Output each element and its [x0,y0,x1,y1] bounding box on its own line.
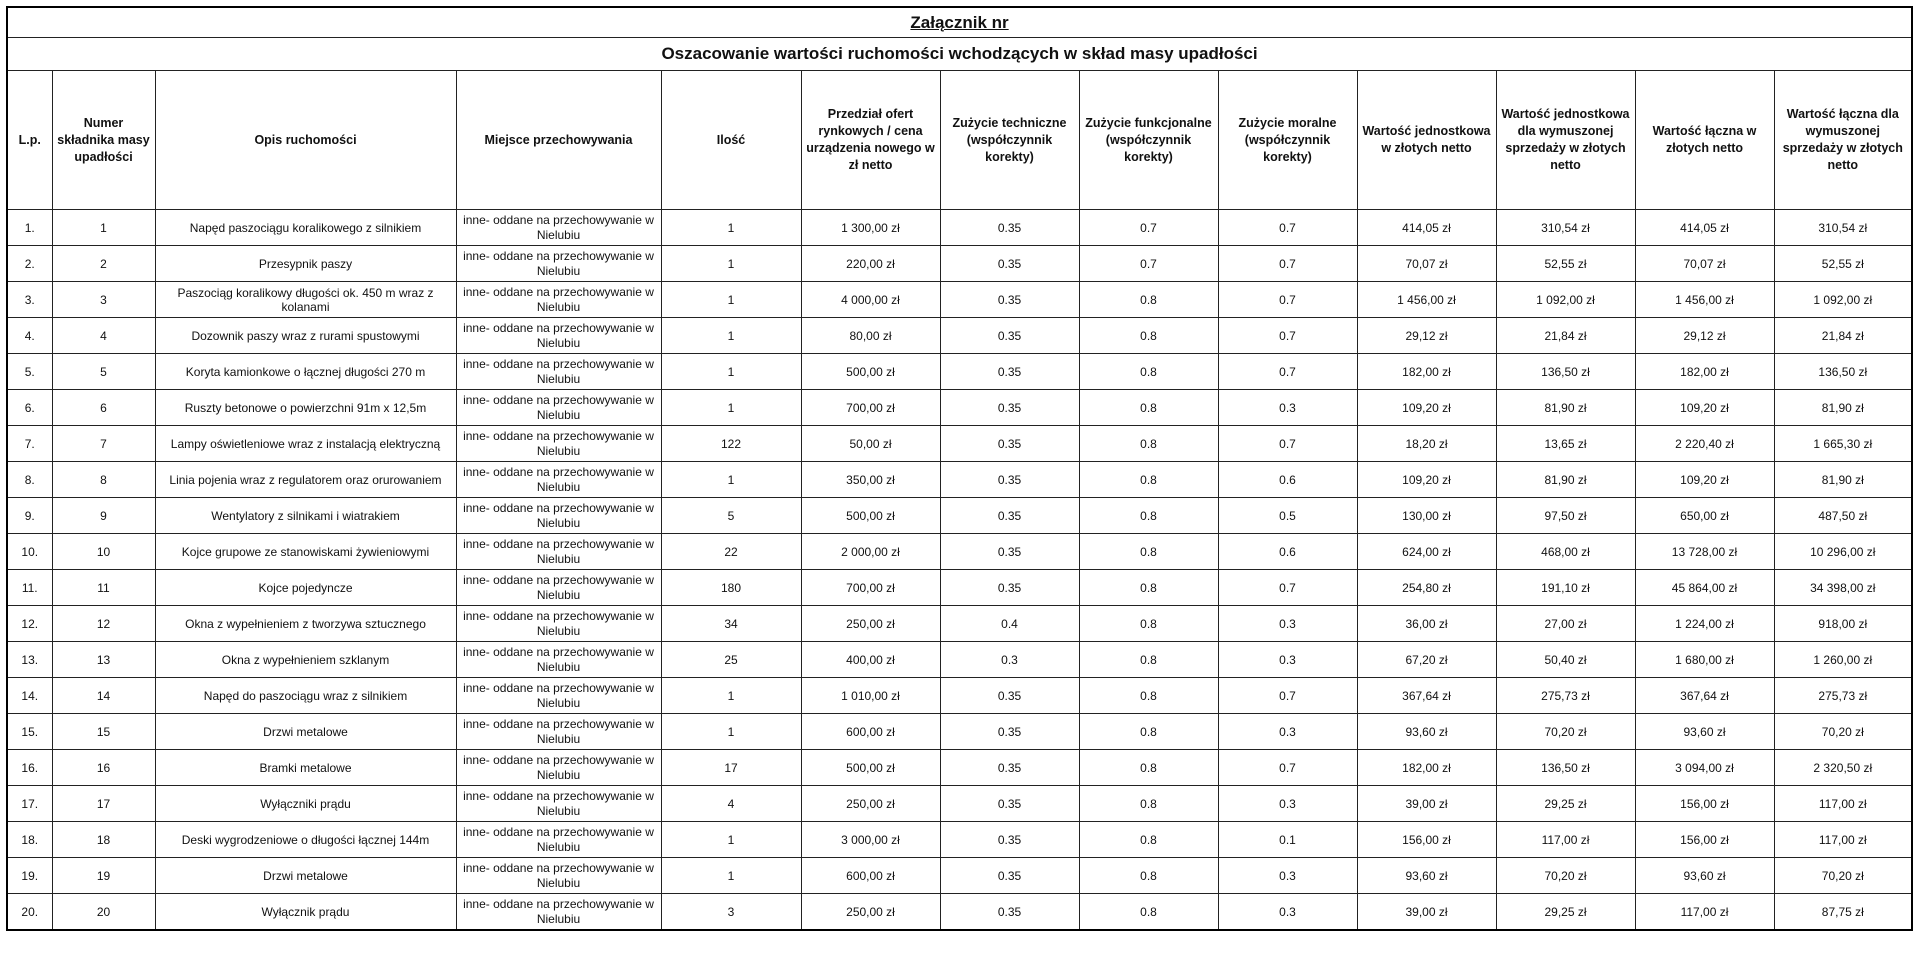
cell-new-price: 2 000,00 zł [801,534,940,570]
cell-new-price: 500,00 zł [801,498,940,534]
cell-functional-wear: 0.8 [1079,282,1218,318]
cell-functional-wear: 0.8 [1079,678,1218,714]
cell-storage-place: inne- oddane na przechowywanie w Nielubiu [456,246,661,282]
table-row [7,642,1912,678]
cell-asset-number: 13 [52,642,155,678]
cell-lp: 20. [7,894,52,931]
cell-total-value-forced: 1 260,00 zł [1774,642,1912,678]
cell-asset-number: 11 [52,570,155,606]
cell-storage-place: inne- oddane na przechowywanie w Nielubiu [456,498,661,534]
cell-total-value: 1 456,00 zł [1635,282,1774,318]
table-row [7,894,1912,931]
cell-unit-value-forced: 70,20 zł [1496,714,1635,750]
cell-new-price: 350,00 zł [801,462,940,498]
cell-technical-wear: 0.35 [940,570,1079,606]
cell-asset-number: 4 [52,318,155,354]
cell-technical-wear: 0.35 [940,750,1079,786]
cell-functional-wear: 0.8 [1079,642,1218,678]
cell-lp: 7. [7,426,52,462]
cell-total-value: 29,12 zł [1635,318,1774,354]
cell-asset-number: 7 [52,426,155,462]
cell-total-value: 367,64 zł [1635,678,1774,714]
cell-total-value-forced: 81,90 zł [1774,462,1912,498]
cell-description: Ruszty betonowe o powierzchni 91m x 12,5m [155,390,456,426]
cell-quantity: 1 [661,246,801,282]
cell-asset-number: 14 [52,678,155,714]
cell-unit-value: 70,07 zł [1357,246,1496,282]
column-header-description: Opis ruchomości [155,71,456,210]
cell-new-price: 700,00 zł [801,570,940,606]
cell-total-value-forced: 310,54 zł [1774,210,1912,246]
cell-lp: 8. [7,462,52,498]
cell-description: Paszociąg koralikowy długości ok. 450 m wraz z kolanami [155,282,456,318]
cell-unit-value-forced: 52,55 zł [1496,246,1635,282]
cell-functional-wear: 0.8 [1079,318,1218,354]
cell-storage-place: inne- oddane na przechowywanie w Nielubiu [456,354,661,390]
cell-unit-value-forced: 468,00 zł [1496,534,1635,570]
table-row [7,318,1912,354]
cell-total-value-forced: 81,90 zł [1774,390,1912,426]
cell-moral-wear: 0.7 [1218,570,1357,606]
cell-total-value: 156,00 zł [1635,822,1774,858]
table-row [7,606,1912,642]
cell-total-value-forced: 70,20 zł [1774,714,1912,750]
cell-moral-wear: 0.7 [1218,246,1357,282]
table-row [7,390,1912,426]
cell-storage-place: inne- oddane na przechowywanie w Nielubiu [456,390,661,426]
cell-description: Lampy oświetleniowe wraz z instalacją elektryczną [155,426,456,462]
cell-unit-value-forced: 191,10 zł [1496,570,1635,606]
cell-total-value-forced: 2 320,50 zł [1774,750,1912,786]
cell-lp: 10. [7,534,52,570]
cell-lp: 17. [7,786,52,822]
cell-total-value-forced: 918,00 zł [1774,606,1912,642]
cell-asset-number: 16 [52,750,155,786]
cell-technical-wear: 0.35 [940,354,1079,390]
cell-unit-value-forced: 21,84 zł [1496,318,1635,354]
cell-functional-wear: 0.8 [1079,786,1218,822]
cell-asset-number: 1 [52,210,155,246]
cell-total-value-forced: 87,75 zł [1774,894,1912,931]
cell-quantity: 17 [661,750,801,786]
cell-quantity: 34 [661,606,801,642]
column-header-asset-number: Numer składnika masy upadłości [52,71,155,210]
cell-total-value-forced: 1 092,00 zł [1774,282,1912,318]
cell-functional-wear: 0.8 [1079,858,1218,894]
cell-storage-place: inne- oddane na przechowywanie w Nielubiu [456,678,661,714]
cell-storage-place: inne- oddane na przechowywanie w Nielubiu [456,750,661,786]
cell-unit-value: 39,00 zł [1357,894,1496,931]
table-row [7,750,1912,786]
cell-total-value: 70,07 zł [1635,246,1774,282]
cell-moral-wear: 0.1 [1218,822,1357,858]
cell-new-price: 600,00 zł [801,714,940,750]
cell-lp: 4. [7,318,52,354]
cell-technical-wear: 0.35 [940,678,1079,714]
cell-unit-value: 109,20 zł [1357,390,1496,426]
cell-total-value-forced: 117,00 zł [1774,786,1912,822]
column-header-quantity: Ilość [661,71,801,210]
cell-lp: 2. [7,246,52,282]
cell-total-value: 117,00 zł [1635,894,1774,931]
cell-total-value-forced: 10 296,00 zł [1774,534,1912,570]
cell-technical-wear: 0.35 [940,786,1079,822]
cell-storage-place: inne- oddane na przechowywanie w Nielubiu [456,894,661,931]
cell-description: Deski wygrodzeniowe o długości łącznej 144m [155,822,456,858]
table-row [7,786,1912,822]
cell-quantity: 1 [661,282,801,318]
cell-functional-wear: 0.8 [1079,606,1218,642]
table-body [7,210,1912,931]
cell-unit-value: 182,00 zł [1357,354,1496,390]
table-row [7,462,1912,498]
cell-total-value: 182,00 zł [1635,354,1774,390]
table-row [7,714,1912,750]
cell-description: Okna z wypełnieniem szklanym [155,642,456,678]
cell-new-price: 400,00 zł [801,642,940,678]
cell-quantity: 180 [661,570,801,606]
cell-unit-value-forced: 50,40 zł [1496,642,1635,678]
cell-storage-place: inne- oddane na przechowywanie w Nielubiu [456,282,661,318]
cell-moral-wear: 0.7 [1218,210,1357,246]
cell-description: Koryta kamionkowe o łącznej długości 270 m [155,354,456,390]
cell-description: Napęd paszociągu koralikowego z silnikiem [155,210,456,246]
cell-new-price: 700,00 zł [801,390,940,426]
cell-moral-wear: 0.5 [1218,498,1357,534]
cell-quantity: 5 [661,498,801,534]
cell-moral-wear: 0.6 [1218,462,1357,498]
cell-unit-value: 67,20 zł [1357,642,1496,678]
column-header-row [7,71,1912,210]
cell-asset-number: 20 [52,894,155,931]
cell-unit-value-forced: 310,54 zł [1496,210,1635,246]
cell-lp: 3. [7,282,52,318]
cell-lp: 15. [7,714,52,750]
cell-quantity: 1 [661,714,801,750]
cell-quantity: 25 [661,642,801,678]
cell-unit-value: 93,60 zł [1357,858,1496,894]
cell-lp: 19. [7,858,52,894]
table-row [7,498,1912,534]
cell-lp: 6. [7,390,52,426]
cell-quantity: 1 [661,678,801,714]
cell-unit-value: 624,00 zł [1357,534,1496,570]
cell-storage-place: inne- oddane na przechowywanie w Nielubiu [456,642,661,678]
cell-total-value: 109,20 zł [1635,390,1774,426]
table-row [7,426,1912,462]
cell-total-value: 2 220,40 zł [1635,426,1774,462]
cell-asset-number: 19 [52,858,155,894]
cell-lp: 1. [7,210,52,246]
cell-total-value-forced: 34 398,00 zł [1774,570,1912,606]
cell-storage-place: inne- oddane na przechowywanie w Nielubiu [456,426,661,462]
cell-unit-value: 93,60 zł [1357,714,1496,750]
cell-technical-wear: 0.4 [940,606,1079,642]
table-row [7,246,1912,282]
cell-description: Wyłącznik prądu [155,894,456,931]
cell-lp: 12. [7,606,52,642]
cell-asset-number: 15 [52,714,155,750]
cell-quantity: 1 [661,858,801,894]
cell-technical-wear: 0.35 [940,426,1079,462]
cell-storage-place: inne- oddane na przechowywanie w Nielubiu [456,318,661,354]
cell-moral-wear: 0.6 [1218,534,1357,570]
cell-total-value-forced: 117,00 zł [1774,822,1912,858]
cell-asset-number: 8 [52,462,155,498]
cell-quantity: 1 [661,822,801,858]
table-row [7,570,1912,606]
cell-technical-wear: 0.35 [940,318,1079,354]
cell-technical-wear: 0.35 [940,282,1079,318]
cell-storage-place: inne- oddane na przechowywanie w Nielubiu [456,210,661,246]
cell-new-price: 500,00 zł [801,750,940,786]
cell-description: Drzwi metalowe [155,714,456,750]
cell-unit-value: 130,00 zł [1357,498,1496,534]
cell-technical-wear: 0.35 [940,246,1079,282]
cell-lp: 9. [7,498,52,534]
cell-functional-wear: 0.8 [1079,426,1218,462]
column-header-storage-place: Miejsce przechowywania [456,71,661,210]
cell-functional-wear: 0.8 [1079,750,1218,786]
cell-lp: 13. [7,642,52,678]
cell-moral-wear: 0.7 [1218,750,1357,786]
cell-new-price: 1 010,00 zł [801,678,940,714]
cell-unit-value-forced: 27,00 zł [1496,606,1635,642]
cell-moral-wear: 0.3 [1218,714,1357,750]
cell-unit-value-forced: 29,25 zł [1496,786,1635,822]
cell-unit-value-forced: 117,00 zł [1496,822,1635,858]
cell-description: Bramki metalowe [155,750,456,786]
cell-unit-value-forced: 136,50 zł [1496,354,1635,390]
cell-functional-wear: 0.8 [1079,390,1218,426]
cell-description: Drzwi metalowe [155,858,456,894]
cell-quantity: 1 [661,210,801,246]
cell-storage-place: inne- oddane na przechowywanie w Nielubiu [456,570,661,606]
cell-moral-wear: 0.3 [1218,858,1357,894]
cell-quantity: 22 [661,534,801,570]
cell-technical-wear: 0.35 [940,534,1079,570]
cell-description: Napęd do paszociągu wraz z silnikiem [155,678,456,714]
cell-quantity: 1 [661,318,801,354]
cell-technical-wear: 0.35 [940,858,1079,894]
cell-new-price: 1 300,00 zł [801,210,940,246]
cell-moral-wear: 0.3 [1218,390,1357,426]
cell-moral-wear: 0.3 [1218,786,1357,822]
cell-lp: 16. [7,750,52,786]
cell-moral-wear: 0.7 [1218,282,1357,318]
cell-unit-value: 109,20 zł [1357,462,1496,498]
column-header-unit-value-forced: Wartość jednostkowa dla wymuszonej sprzedaży w złotych netto [1496,71,1635,210]
cell-unit-value-forced: 29,25 zł [1496,894,1635,931]
cell-storage-place: inne- oddane na przechowywanie w Nielubiu [456,822,661,858]
cell-total-value: 650,00 zł [1635,498,1774,534]
cell-functional-wear: 0.7 [1079,246,1218,282]
cell-moral-wear: 0.7 [1218,426,1357,462]
cell-description: Kojce pojedyncze [155,570,456,606]
cell-new-price: 250,00 zł [801,606,940,642]
cell-moral-wear: 0.7 [1218,678,1357,714]
table-row [7,210,1912,246]
cell-technical-wear: 0.35 [940,498,1079,534]
column-header-total-value: Wartość łączna w złotych netto [1635,71,1774,210]
column-header-lp: L.p. [7,71,52,210]
cell-unit-value: 156,00 zł [1357,822,1496,858]
cell-moral-wear: 0.3 [1218,894,1357,931]
cell-total-value-forced: 1 665,30 zł [1774,426,1912,462]
cell-asset-number: 2 [52,246,155,282]
cell-new-price: 500,00 zł [801,354,940,390]
cell-total-value-forced: 136,50 zł [1774,354,1912,390]
cell-moral-wear: 0.3 [1218,606,1357,642]
cell-new-price: 50,00 zł [801,426,940,462]
cell-asset-number: 12 [52,606,155,642]
cell-functional-wear: 0.8 [1079,462,1218,498]
cell-lp: 5. [7,354,52,390]
cell-description: Przesypnik paszy [155,246,456,282]
cell-total-value-forced: 275,73 zł [1774,678,1912,714]
cell-total-value: 93,60 zł [1635,714,1774,750]
cell-asset-number: 18 [52,822,155,858]
table-row [7,354,1912,390]
cell-quantity: 122 [661,426,801,462]
cell-unit-value-forced: 136,50 zł [1496,750,1635,786]
document-title: Załącznik nr [7,7,1912,38]
cell-new-price: 250,00 zł [801,894,940,931]
cell-unit-value-forced: 81,90 zł [1496,462,1635,498]
cell-quantity: 4 [661,786,801,822]
cell-new-price: 80,00 zł [801,318,940,354]
cell-total-value-forced: 21,84 zł [1774,318,1912,354]
valuation-table [6,6,1913,931]
cell-lp: 11. [7,570,52,606]
cell-description: Wentylatory z silnikami i wiatrakiem [155,498,456,534]
cell-description: Linia pojenia wraz z regulatorem oraz orurowaniem [155,462,456,498]
cell-new-price: 3 000,00 zł [801,822,940,858]
cell-lp: 18. [7,822,52,858]
cell-asset-number: 3 [52,282,155,318]
cell-description: Okna z wypełnieniem z tworzywa sztucznego [155,606,456,642]
cell-new-price: 600,00 zł [801,858,940,894]
cell-storage-place: inne- oddane na przechowywanie w Nielubiu [456,858,661,894]
cell-asset-number: 5 [52,354,155,390]
cell-unit-value-forced: 97,50 zł [1496,498,1635,534]
cell-total-value: 13 728,00 zł [1635,534,1774,570]
cell-description: Dozownik paszy wraz z rurami spustowymi [155,318,456,354]
cell-storage-place: inne- oddane na przechowywanie w Nielubiu [456,714,661,750]
cell-unit-value-forced: 275,73 zł [1496,678,1635,714]
cell-functional-wear: 0.8 [1079,570,1218,606]
cell-technical-wear: 0.35 [940,390,1079,426]
cell-asset-number: 10 [52,534,155,570]
column-header-total-value-forced: Wartość łączna dla wymuszonej sprzedaży w złotych netto [1774,71,1912,210]
column-header-unit-value: Wartość jednostkowa w złotych netto [1357,71,1496,210]
cell-unit-value: 182,00 zł [1357,750,1496,786]
cell-total-value: 156,00 zł [1635,786,1774,822]
cell-description: Kojce grupowe ze stanowiskami żywieniowymi [155,534,456,570]
cell-functional-wear: 0.8 [1079,498,1218,534]
cell-unit-value-forced: 13,65 zł [1496,426,1635,462]
table-row [7,858,1912,894]
cell-technical-wear: 0.35 [940,894,1079,931]
cell-total-value-forced: 70,20 zł [1774,858,1912,894]
cell-new-price: 250,00 zł [801,786,940,822]
cell-technical-wear: 0.3 [940,642,1079,678]
column-header-moral-wear: Zużycie moralne (współczynnik korekty) [1218,71,1357,210]
cell-unit-value: 414,05 zł [1357,210,1496,246]
cell-quantity: 1 [661,462,801,498]
cell-functional-wear: 0.8 [1079,534,1218,570]
cell-total-value: 3 094,00 zł [1635,750,1774,786]
cell-unit-value: 36,00 zł [1357,606,1496,642]
table-row [7,534,1912,570]
cell-functional-wear: 0.8 [1079,714,1218,750]
cell-unit-value: 1 456,00 zł [1357,282,1496,318]
cell-storage-place: inne- oddane na przechowywanie w Nielubiu [456,462,661,498]
cell-total-value: 1 680,00 zł [1635,642,1774,678]
cell-unit-value: 254,80 zł [1357,570,1496,606]
cell-total-value: 414,05 zł [1635,210,1774,246]
cell-total-value: 1 224,00 zł [1635,606,1774,642]
cell-quantity: 1 [661,354,801,390]
cell-asset-number: 9 [52,498,155,534]
cell-moral-wear: 0.7 [1218,318,1357,354]
cell-unit-value-forced: 70,20 zł [1496,858,1635,894]
cell-total-value: 45 864,00 zł [1635,570,1774,606]
cell-lp: 14. [7,678,52,714]
cell-moral-wear: 0.7 [1218,354,1357,390]
cell-unit-value: 18,20 zł [1357,426,1496,462]
cell-functional-wear: 0.8 [1079,822,1218,858]
cell-total-value-forced: 487,50 zł [1774,498,1912,534]
column-header-technical-wear: Zużycie techniczne (współczynnik korekty) [940,71,1079,210]
cell-total-value-forced: 52,55 zł [1774,246,1912,282]
cell-unit-value: 39,00 zł [1357,786,1496,822]
cell-storage-place: inne- oddane na przechowywanie w Nielubiu [456,786,661,822]
cell-functional-wear: 0.7 [1079,210,1218,246]
cell-technical-wear: 0.35 [940,210,1079,246]
cell-storage-place: inne- oddane na przechowywanie w Nielubiu [456,534,661,570]
cell-unit-value: 29,12 zł [1357,318,1496,354]
cell-new-price: 220,00 zł [801,246,940,282]
cell-asset-number: 17 [52,786,155,822]
cell-description: Wyłączniki prądu [155,786,456,822]
cell-unit-value-forced: 81,90 zł [1496,390,1635,426]
cell-asset-number: 6 [52,390,155,426]
cell-technical-wear: 0.35 [940,822,1079,858]
cell-technical-wear: 0.35 [940,714,1079,750]
cell-quantity: 1 [661,390,801,426]
cell-moral-wear: 0.3 [1218,642,1357,678]
column-header-functional-wear: Zużycie funkcjonalne (współczynnik korekty) [1079,71,1218,210]
table-row [7,678,1912,714]
column-header-new-price: Przedział ofert rynkowych / cena urządzenia nowego w zł netto [801,71,940,210]
cell-functional-wear: 0.8 [1079,354,1218,390]
cell-storage-place: inne- oddane na przechowywanie w Nielubiu [456,606,661,642]
cell-technical-wear: 0.35 [940,462,1079,498]
cell-functional-wear: 0.8 [1079,894,1218,931]
table-row [7,282,1912,318]
document-subtitle: Oszacowanie wartości ruchomości wchodzących w skład masy upadłości [7,38,1912,71]
cell-unit-value-forced: 1 092,00 zł [1496,282,1635,318]
table-row [7,822,1912,858]
cell-total-value: 109,20 zł [1635,462,1774,498]
cell-total-value: 93,60 zł [1635,858,1774,894]
cell-quantity: 3 [661,894,801,931]
cell-new-price: 4 000,00 zł [801,282,940,318]
cell-unit-value: 367,64 zł [1357,678,1496,714]
